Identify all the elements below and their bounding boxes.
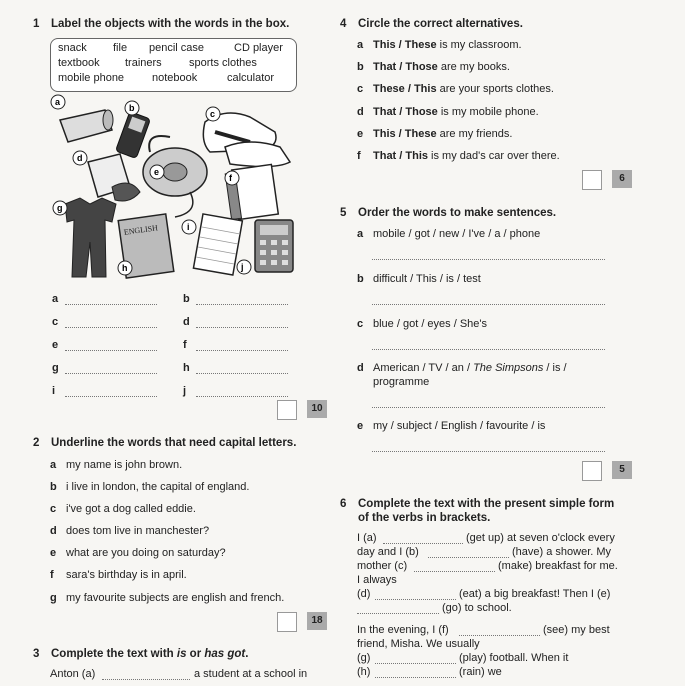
ex4-item-f	[357, 150, 560, 162]
ex6-blank-d[interactable]	[375, 599, 456, 600]
circle-letter-a: a	[55, 97, 61, 107]
answer-label-f: f	[183, 339, 187, 351]
word-cd-player: CD player	[234, 42, 283, 54]
ex4-letter: e	[357, 128, 364, 140]
ex6-text-c-pre: mother (c)	[357, 560, 408, 572]
word-file: file	[113, 42, 128, 54]
ex4-item-a	[357, 39, 522, 51]
ex2-score-box[interactable]	[277, 612, 297, 632]
ex2-sentence[interactable]: i've got a dog called eddie.	[66, 503, 196, 515]
ex2-letter: d	[50, 525, 57, 537]
ex4-item-d	[357, 106, 539, 118]
ex5-letter: b	[357, 273, 364, 285]
ex5-item-b	[357, 273, 481, 285]
snack-drawing	[88, 154, 140, 201]
ex2-letter: f	[50, 569, 54, 581]
ex5-words: difficult / This / is / test	[373, 273, 481, 285]
ex4-letter: d	[357, 106, 364, 118]
ex5-item-d-line2: programme	[373, 376, 430, 388]
circle-letter-d: d	[77, 153, 83, 163]
ex6-text-always: I always	[357, 574, 397, 586]
ex5-item-e	[357, 420, 545, 432]
ex6-text-b-post: (have) a shower. My	[512, 546, 612, 558]
ex4-letter: b	[357, 61, 364, 73]
answer-line-h[interactable]	[196, 373, 288, 374]
ex3-number: 3	[33, 648, 40, 660]
answer-line-d[interactable]	[196, 327, 288, 328]
ex5-words: blue / got / eyes / She's	[373, 318, 488, 330]
ex4-alternatives[interactable]: That / This	[373, 150, 428, 162]
ex5-number: 5	[340, 207, 347, 219]
ex6-blank-h[interactable]	[375, 677, 456, 678]
ex6-text-e-post: (go) to school.	[442, 602, 512, 614]
ex4-letter: c	[357, 83, 364, 95]
word-textbook: textbook	[58, 57, 100, 69]
ex6-text-b-pre: day and I (b)	[357, 546, 419, 558]
ex4-item-e	[357, 128, 512, 140]
ex5-letter: a	[357, 228, 364, 240]
answer-label-j: j	[183, 385, 187, 397]
word-snack: snack	[58, 42, 87, 54]
word-mobile-phone: mobile phone	[58, 72, 125, 84]
ex4-alternatives[interactable]: That / Those	[373, 106, 438, 118]
ex2-item-b	[50, 481, 249, 493]
ex4-item-b	[357, 61, 510, 73]
ex4-item-c	[357, 83, 554, 95]
ex5-title-words: The Simpsons	[473, 362, 544, 374]
ex4-number: 4	[340, 18, 347, 30]
ex2-sentence[interactable]: sara's birthday is in april.	[66, 569, 187, 581]
ex5-score-box[interactable]	[582, 461, 602, 481]
answer-line-c[interactable]	[65, 327, 157, 328]
ex3-line1-pre: Anton (a)	[50, 668, 96, 680]
answer-label-i: i	[52, 385, 56, 397]
answer-line-g[interactable]	[65, 373, 157, 374]
ex6-title-line1: Complete the text with the present simple form	[358, 498, 615, 510]
ex5-answer-line-c[interactable]	[372, 349, 605, 350]
ex6-text-g-pre: (g)	[357, 652, 371, 664]
ex4-score-box[interactable]	[582, 170, 602, 190]
circle-letter-b: b	[129, 103, 135, 113]
word-calculator: calculator	[227, 72, 275, 84]
ex3-heading	[33, 648, 248, 660]
ex5-letter: c	[357, 318, 364, 330]
trainers-drawing	[203, 113, 290, 167]
ex6-text-c-post: (make) breakfast for me.	[498, 560, 618, 572]
ex5-letter: d	[357, 362, 364, 374]
word-notebook: notebook	[152, 72, 198, 84]
ex5-words: my / subject / English / favourite / is	[373, 420, 546, 432]
ex2-score-total: 18	[307, 612, 327, 630]
ex4-heading	[340, 18, 523, 30]
ex6-blank-g[interactable]	[375, 663, 456, 664]
ex2-item-d	[50, 525, 209, 537]
ex1-score-total: 10	[307, 400, 327, 418]
ex3-title-post: .	[245, 648, 249, 660]
ex6-blank-c[interactable]	[414, 571, 495, 572]
ex6-blank-e[interactable]	[357, 613, 439, 614]
answer-line-j[interactable]	[196, 396, 288, 397]
ex6-title-line2: of the verbs in brackets.	[358, 512, 491, 524]
ex5-words: American / TV / an /	[373, 362, 474, 374]
ex2-letter: b	[50, 481, 57, 493]
circle-letter-f: f	[229, 173, 232, 183]
ex6-blank-b[interactable]	[428, 557, 509, 558]
answer-label-h: h	[183, 362, 190, 374]
ex4-letter: f	[357, 150, 361, 162]
word-box	[50, 38, 297, 92]
answer-label-b: b	[183, 293, 190, 305]
ex4-score-total: 6	[612, 170, 632, 188]
ex1-heading	[33, 18, 289, 30]
circle-letter-h: h	[122, 263, 128, 273]
ex4-alternatives[interactable]: This / These	[373, 39, 437, 51]
ex2-sentence[interactable]: what are you doing on saturday?	[66, 547, 226, 559]
answer-line-i[interactable]	[65, 396, 157, 397]
ex2-item-g	[50, 592, 284, 604]
ex4-rest: are my books.	[437, 61, 510, 73]
ex2-letter: c	[50, 503, 57, 515]
ex6-blank-f[interactable]	[459, 635, 540, 636]
ex4-rest: is my classroom.	[436, 39, 522, 51]
ex5-title: Order the words to make sentences.	[358, 207, 557, 219]
ex2-number: 2	[33, 437, 40, 449]
answer-line-e[interactable]	[65, 350, 157, 351]
ex5-words: mobile / got / new / I've / a / phone	[373, 228, 541, 240]
ex6-number: 6	[340, 498, 347, 510]
ex6-text-h-post: (rain) we	[459, 666, 502, 678]
ex3-title-is: is	[176, 648, 187, 660]
ex4-rest: is my dad's car over there.	[428, 150, 560, 162]
word-pencil-case: pencil case	[149, 42, 205, 54]
notebook-drawing	[193, 214, 242, 275]
answer-line-a[interactable]	[65, 304, 157, 305]
ex6-text-h-pre: (h)	[357, 666, 371, 678]
answer-label-g: g	[52, 362, 59, 374]
ex1-score-box[interactable]	[277, 400, 297, 420]
ex2-title: Underline the words that need capital letters.	[51, 437, 297, 449]
sports-clothes-drawing	[65, 198, 116, 277]
ex5-answer-line-e[interactable]	[372, 451, 605, 452]
answer-label-e: e	[52, 339, 59, 351]
ex5-letter: e	[357, 420, 364, 432]
circle-letter-e: e	[154, 167, 160, 177]
circle-letter-j: j	[241, 262, 244, 272]
mobile-phone-drawing	[115, 112, 150, 159]
ex4-alternatives[interactable]: That / Those	[373, 61, 438, 73]
answer-line-f[interactable]	[196, 350, 288, 351]
ex5-words: / is /	[543, 362, 567, 374]
ex2-sentence[interactable]: i live in london, the capital of england.	[66, 481, 250, 493]
ex6-text-a-post: (get up) at seven o'clock every	[466, 532, 615, 544]
answer-label-d: d	[183, 316, 190, 328]
ex2-sentence[interactable]: does tom live in manchester?	[66, 525, 210, 537]
ex3-title-pre: Complete the text with	[51, 648, 177, 660]
ex2-heading	[33, 437, 296, 449]
ex6-text-d-post: (eat) a big breakfast! Then I (e)	[459, 588, 611, 600]
pencil-case-drawing	[60, 110, 113, 142]
ex5-answer-line-b[interactable]	[372, 304, 605, 305]
ex4-letter: a	[357, 39, 364, 51]
answer-label-a: a	[52, 293, 59, 305]
ex2-item-e	[50, 547, 226, 559]
word-sports-clothes: sports clothes	[189, 57, 257, 69]
ex5-item-c	[357, 318, 487, 330]
ex4-rest: are my friends.	[436, 128, 513, 140]
ex6-heading	[340, 498, 614, 510]
ex4-title: Circle the correct alternatives.	[358, 18, 523, 30]
circle-letter-c: c	[210, 109, 216, 119]
ex6-text-d-pre: (d)	[357, 588, 371, 600]
ex4-rest: are your sports clothes.	[436, 83, 554, 95]
ex4-alternatives[interactable]: These / This	[373, 83, 437, 95]
ex5-score-total: 5	[612, 461, 632, 479]
ex1-title: Label the objects with the words in the box.	[51, 18, 290, 30]
ex5-item-d	[357, 362, 567, 374]
circle-letter-i: i	[187, 222, 190, 232]
ex6-blank-a[interactable]	[383, 543, 463, 544]
ex2-letter: a	[50, 459, 57, 471]
ex3-title-mid: or	[186, 648, 205, 660]
ex4-alternatives[interactable]: This / These	[373, 128, 437, 140]
ex5-answer-line-d[interactable]	[372, 407, 605, 408]
ex2-item-c	[50, 503, 196, 515]
answer-label-c: c	[52, 316, 59, 328]
ex6-text-f-pre: In the evening, I (f)	[357, 624, 449, 636]
ex5-answer-line-a[interactable]	[372, 259, 605, 260]
ex3-blank-a[interactable]	[102, 679, 190, 680]
ex6-text-g-post: (play) football. When it	[459, 652, 569, 664]
ex2-item-a	[50, 459, 182, 471]
ex6-text-misha: friend, Misha. We usually	[357, 638, 480, 650]
ex3-line1-post: a student at a school in	[194, 668, 308, 680]
word-trainers: trainers	[125, 57, 162, 69]
ex2-sentence[interactable]: my name is john brown.	[66, 459, 183, 471]
ex5-item-a	[357, 228, 540, 240]
objects-illustration	[50, 92, 335, 282]
ex4-rest: is my mobile phone.	[437, 106, 539, 118]
ex6-text-a-pre: I (a)	[357, 532, 377, 544]
calculator-drawing	[255, 220, 293, 272]
ex2-letter: g	[50, 592, 57, 604]
ex2-sentence[interactable]: my favourite subjects are english and french.	[66, 592, 285, 604]
ex6-text-f-post: (see) my best	[543, 624, 610, 636]
ex2-item-f	[50, 569, 187, 581]
ex3-title-has-got: has got	[204, 648, 246, 660]
ex5-heading	[340, 207, 556, 219]
ex2-letter: e	[50, 547, 57, 559]
circle-letter-g: g	[57, 203, 63, 213]
answer-line-b[interactable]	[196, 304, 288, 305]
book-cover-text: ENGLISH	[123, 223, 159, 237]
ex1-number: 1	[33, 18, 40, 30]
